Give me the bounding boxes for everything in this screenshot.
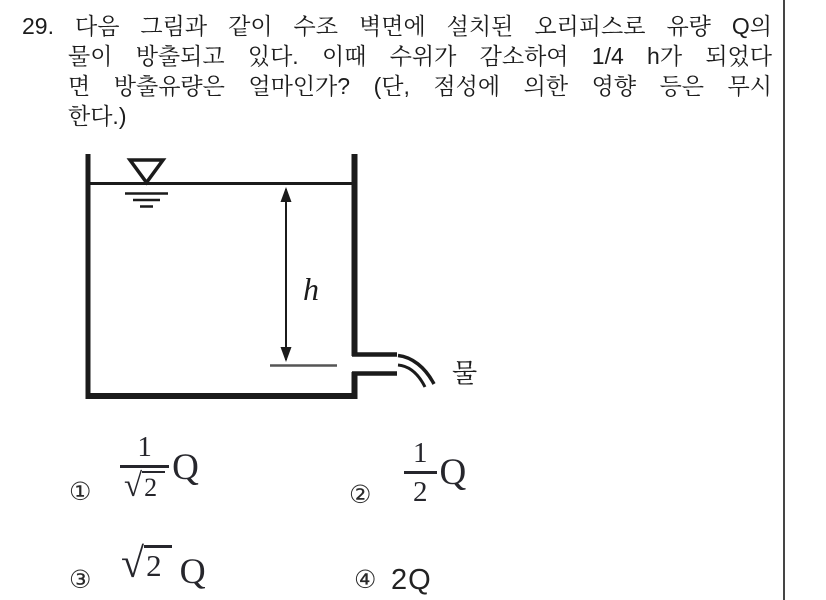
height-arrow bbox=[281, 187, 292, 362]
sqrt-expression bbox=[121, 541, 172, 587]
option-2-denominator: 2 bbox=[413, 475, 428, 508]
option-3-marker: ③ bbox=[69, 566, 92, 594]
option-2-numerator: 1 bbox=[413, 437, 428, 469]
option-2-fraction bbox=[404, 438, 437, 507]
question-block bbox=[22, 11, 772, 131]
arrowhead-down-icon bbox=[281, 347, 292, 362]
option-4-marker: ④ bbox=[354, 566, 377, 594]
water-jet-line-1 bbox=[398, 356, 434, 385]
radical-icon: √ bbox=[121, 541, 145, 587]
option-1-formula bbox=[120, 432, 199, 503]
arrowhead-up-icon bbox=[281, 187, 292, 202]
outflow-label: 물 bbox=[452, 358, 478, 388]
option-1-radicand: 2 bbox=[142, 471, 165, 503]
option-3-formula bbox=[121, 541, 206, 591]
height-label: h bbox=[303, 271, 319, 307]
option-2-formula bbox=[404, 438, 466, 507]
question-line-3: 면 방출유량은 얼마인가? (단, 점성에 의한 영향 등은 무시 bbox=[68, 73, 772, 99]
radical-icon: √ bbox=[124, 467, 143, 504]
option-1-q: Q bbox=[172, 446, 199, 488]
question-line-1: 29. 다음 그림과 같이 수조 벽면에 설치된 오리피스로 유량 Q의 bbox=[22, 13, 772, 39]
option-2-marker: ② bbox=[349, 481, 372, 509]
option-3-q: Q bbox=[179, 551, 206, 591]
option-4-formula: 2Q bbox=[391, 564, 432, 596]
option-2-q: Q bbox=[439, 452, 467, 494]
option-1-denominator bbox=[120, 468, 169, 503]
column-divider-line bbox=[783, 0, 785, 600]
tank-diagram bbox=[60, 145, 480, 410]
sqrt-expression bbox=[124, 467, 165, 504]
question-line-2: 물이 방출되고 있다. 이때 수위가 감소하여 1/4 h가 되었다 bbox=[68, 43, 772, 69]
option-3-radicand: 2 bbox=[144, 545, 172, 583]
option-1-fraction bbox=[120, 432, 169, 503]
question-line-4: 한다.) bbox=[68, 103, 127, 129]
option-1-numerator: 1 bbox=[137, 431, 152, 463]
option-1-marker: ① bbox=[69, 478, 92, 506]
water-level-icon bbox=[130, 160, 163, 183]
